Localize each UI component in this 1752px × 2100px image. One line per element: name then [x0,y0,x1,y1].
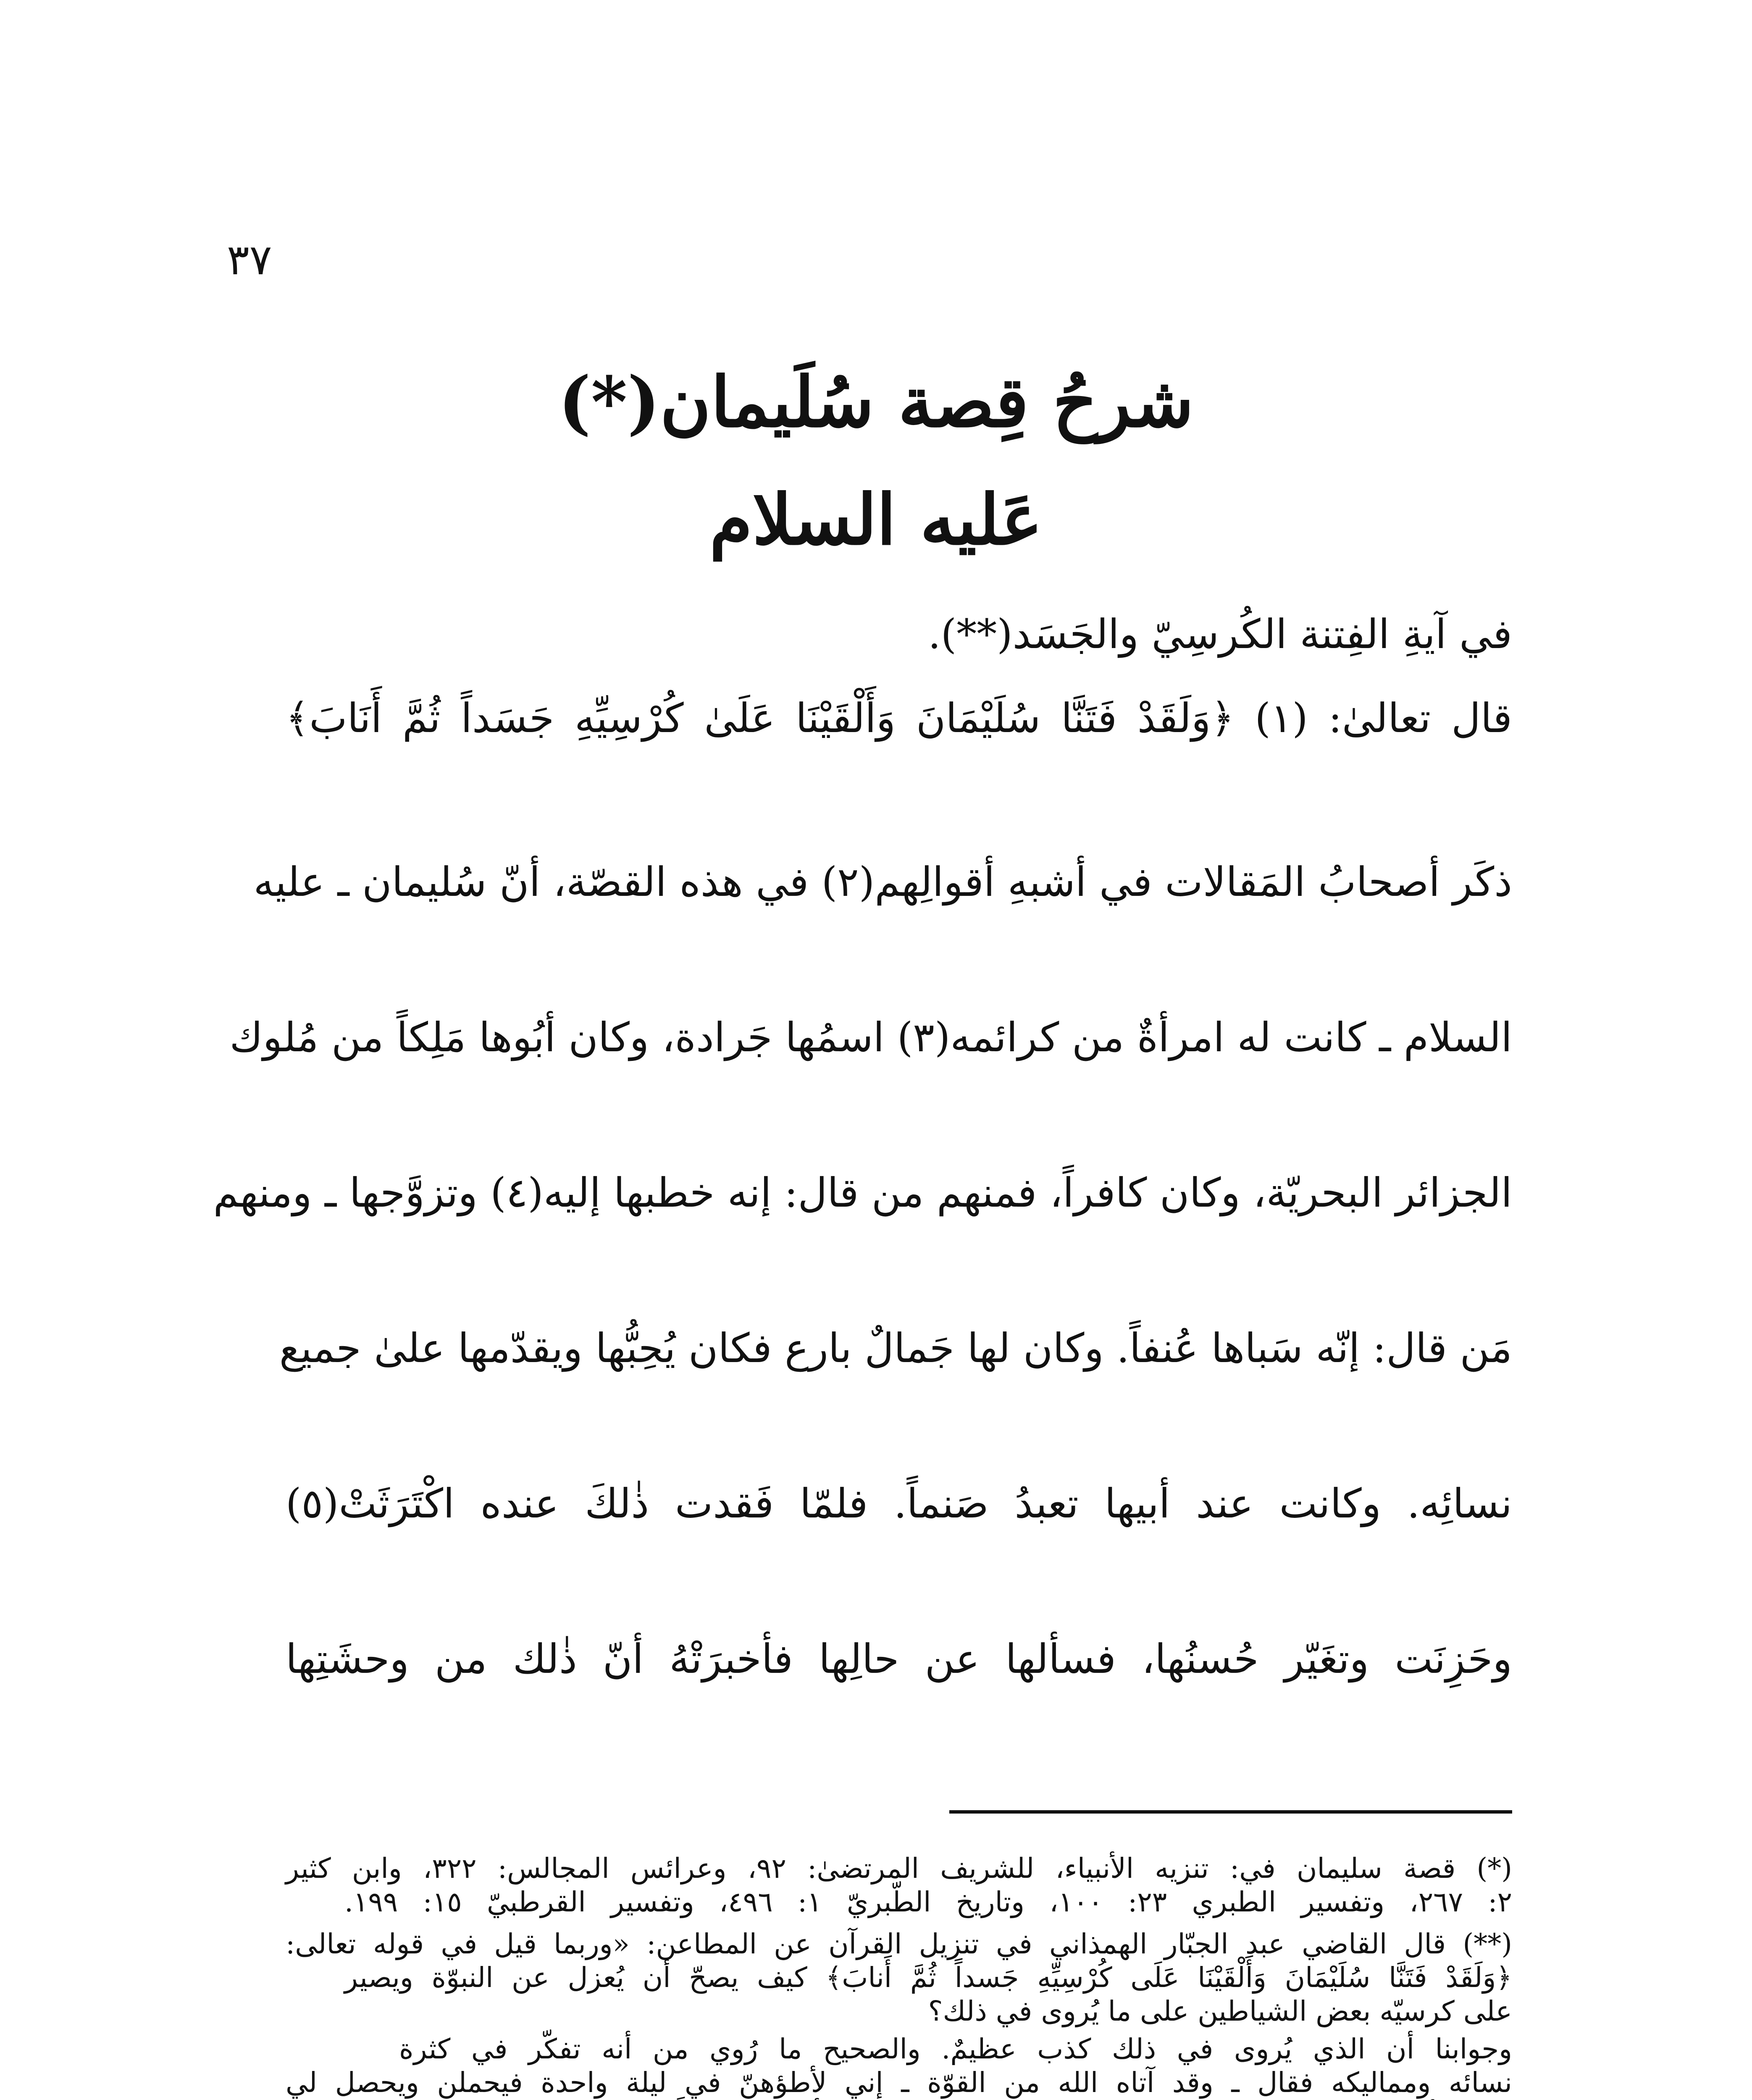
footnote-line: على كرسيّه بعض الشياطين على ما يُروى في ذلك؟ [928,1995,1512,2027]
body-line: مَن قال: إنّه سَباها عُنفاً. وكان لها جَمالٌ بارع فكان يُحِبُّها ويقدّمها علىٰ جميع [279,1325,1512,1372]
body-line: قال تعالىٰ: (١) ﴿وَلَقَدْ فَتَنَّا سُلَيْمَانَ وَأَلْقَيْنَا عَلَىٰ كُرْسِيِّهِ جَسَداً ثُمَّ أَنَابَ﴾ [286,695,1513,742]
footnote-line: (**) قال القاضي عبد الجبّار الهمذاني في تنزيل القرآن عن المطاعن: «وربما قيل في قوله تعالى: [286,1928,1512,1960]
subtitle: في آيةِ الفِتنة الكُرسِيّ والجَسَد(**). [928,611,1512,658]
footnote-line: ﴿وَلَقَدْ فَتَنَّا سُلَيْمَانَ وَأَلْقَيْنَا عَلَى كُرْسِيِّهِ جَسداً ثُمَّ أَنابَ﴾ كيف يصحّ أن يُعزل عن النبوّة ويصير [344,1961,1512,1994]
page-number: ٣٧ [227,235,272,284]
footnote-line: ٢: ٢٦٧، وتفسير الطبري ٢٣: ١٠٠، وتاريخ الطّبريّ ١: ٤٩٦، وتفسير القرطبيّ ١٥: ١٩٩. [344,1886,1513,1918]
body-line: وحَزِنَت وتغَيّر حُسنُها، فسألها عن حالِها فأخبرَتْهُ أنّ ذٰلك من وحشَتِها [286,1635,1512,1683]
footnote-line: نسائه ومماليكه فقال ـ وقد آتاه الله من القوّة ـ إني لأطؤهنّ في ليلة واحدة فيحملن ويحصل لي [286,2066,1512,2099]
chapter-title: شرحُ قِصة سُلَيمان(*) [558,361,1194,443]
body-line: السلام ـ كانت له امرأةٌ من كرائمه(٣) اسمُها جَرادة، وكان أبُوها مَلِكاً من مُلوك [229,1014,1512,1061]
footnotes [286,1852,1512,2100]
body-line: الجزائر البحريّة، وكان كافراً، فمنهم من قال: إنه خطبها إليه(٤) وتزوَّجها ـ ومنهم [213,1169,1512,1216]
main-text [213,695,1513,1756]
footnote-line: (*) قصة سليمان في: تنزيه الأنبياء، للشريف المرتضىٰ: ٩٢، وعرائس المجالس: ٣٢٢، وابن كثير [286,1852,1512,1885]
footnote-divider [949,1810,1512,1814]
subtitle-block [286,613,1512,664]
body-line: نسائِه. وكانت عند أبيها تعبدُ صَنماً. فلمّا فَقدت ذٰلكَ عنده اكْتَرَثَتْ(٥) [286,1480,1512,1527]
footnote-line: وجوابنا أن الذي يُروى في ذلك كذب عظيمٌ. والصحيح ما رُوي من أنه تفكّر في كثرة [399,2033,1512,2065]
body-line: ذكَر أصحابُ المَقالات في أشبهِ أقوالِهم(٢) في هذه القصّة، أنّ سُليمان ـ عليه [253,858,1512,906]
chapter-title-second-line: عَليه السلام [709,479,1043,560]
